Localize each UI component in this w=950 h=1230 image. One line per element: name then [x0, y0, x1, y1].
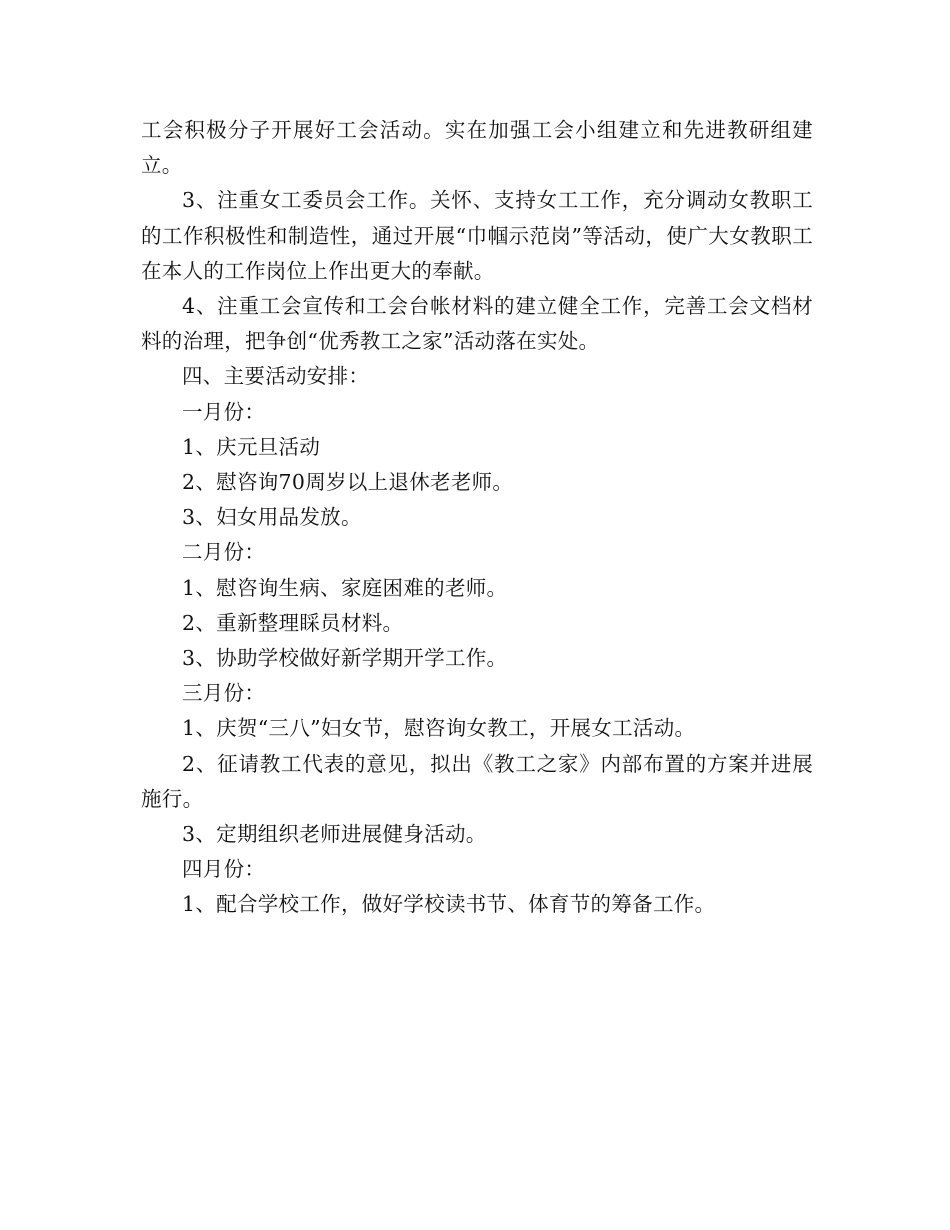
list-item: 3、妇女用品发放。: [182, 505, 362, 530]
month-heading-february: 二月份：: [182, 540, 266, 565]
paragraph-item-4-publicity: 4、注重工会宣传和工会台帐材料的建立健全工作，完善工会文档材料的治理，把争创“优秀教工之家”活动落在实处。: [141, 294, 813, 354]
list-item: 3、定期组织老师进展健身活动。: [182, 822, 487, 847]
month-heading-january: 一月份：: [182, 399, 266, 424]
list-item: 2、慰咨询70周岁以上退休老老师。: [182, 470, 514, 495]
month-heading-april: 四月份：: [182, 857, 266, 882]
list-item: 1、庆贺“三八”妇女节，慰咨询女教工，开展女工活动。: [182, 716, 696, 741]
list-item: 1、慰咨询生病、家庭困难的老师。: [182, 575, 508, 600]
list-item: 2、重新整理睬员材料。: [182, 610, 404, 635]
paragraph-item-3-women-committee: 3、注重女工委员会工作。关怀、支持女工工作，充分调动女教职工的工作积极性和制造性，通过开展“巾帼示范岗”等活动，使广大女教职工在本人的工作岗位上作出更大的奉献。: [141, 188, 813, 283]
document-body: [141, 113, 813, 923]
list-item: 3、协助学校做好新学期开学工作。: [182, 646, 508, 671]
section-heading-activities: 四、主要活动安排：: [182, 364, 370, 389]
list-item: 1、配合学校工作，做好学校读书节、体育节的筹备工作。: [182, 892, 716, 917]
list-item: 2、征请教工代表的意见，拟出《教工之家》内部布置的方案并进展施行。: [141, 751, 813, 811]
list-item: 1、庆元旦活动: [182, 434, 321, 459]
paragraph-continuation: 工会积极分子开展好工会活动。实在加强工会小组建立和先进教研组建立。: [141, 118, 813, 178]
month-heading-march: 三月份：: [182, 681, 266, 706]
